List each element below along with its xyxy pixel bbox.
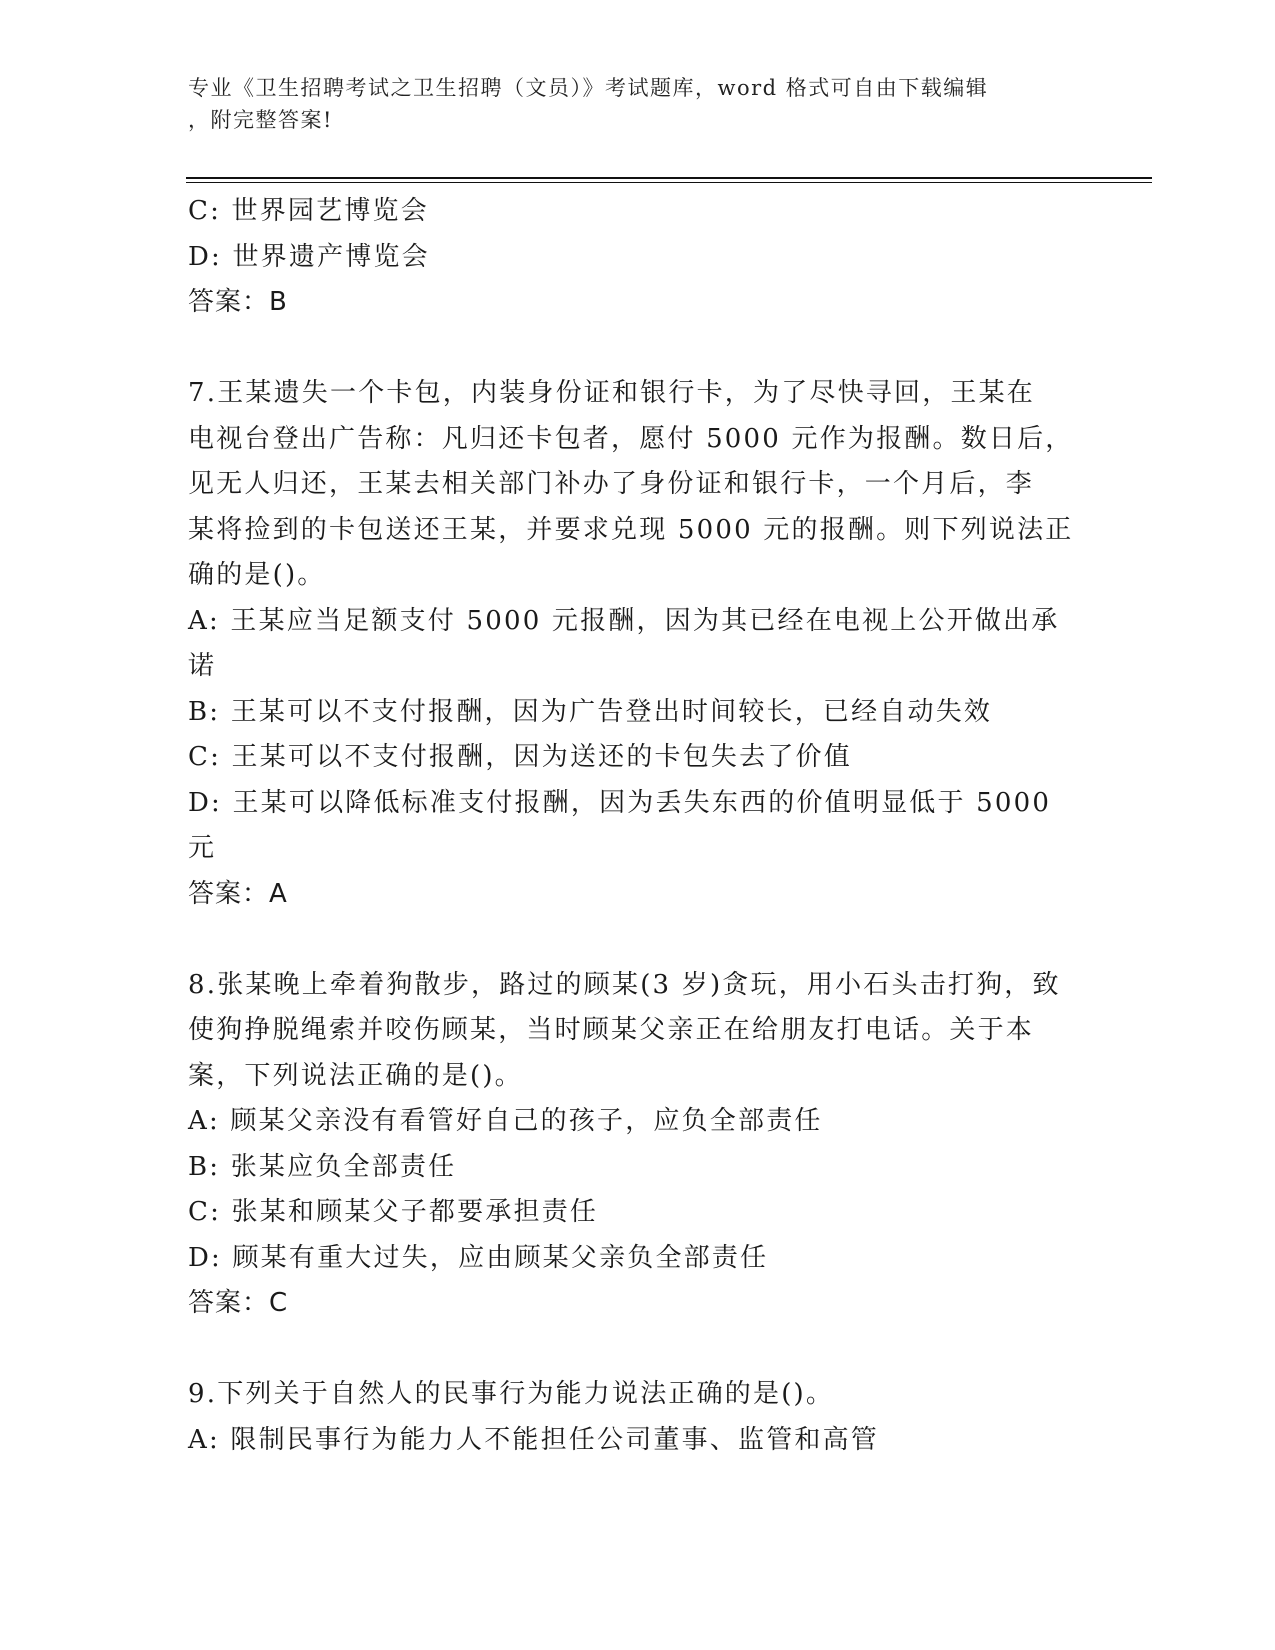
- spacer: [188, 326, 1088, 372]
- question-8: [188, 963, 1088, 1327]
- document-header: [188, 72, 1088, 136]
- question-7: [188, 371, 1088, 917]
- question-stem-line: 8.张某晚上牵着狗散步，路过的顾某(3 岁)贪玩，用小石头击打狗，致: [188, 969, 1061, 1000]
- question-stem-line: 电视台登出广告称：凡归还卡包者，愿付 5000 元作为报酬。数日后，: [188, 423, 1074, 454]
- spacer: [188, 1327, 1088, 1373]
- question-stem-line: 使狗挣脱绳索并咬伤顾某，当时顾某父亲正在给朋友打电话。关于本: [188, 1015, 1035, 1045]
- answer: 答案：A: [188, 878, 288, 909]
- option-a: A: 顾某父亲没有看管好自己的孩子，应负全部责任: [188, 1106, 823, 1136]
- option-b: B: 王某可以不支付报酬，因为广告登出时间较长，已经自动失效: [188, 696, 993, 727]
- option-a: A: 王某应当足额支付 5000 元报酬，因为其已经在电视上公开做出承: [188, 605, 1060, 636]
- option-a-cont: 诺: [188, 651, 217, 681]
- header-rule-thin: [186, 182, 1152, 183]
- question-9: [188, 1372, 1088, 1463]
- document-body: [188, 189, 1088, 1463]
- answer: 答案：B: [188, 287, 288, 317]
- prev-question: [188, 189, 1088, 326]
- answer: 答案：C: [188, 1288, 289, 1318]
- option-c: C: 张某和顾某父子都要承担责任: [188, 1197, 599, 1227]
- spacer: [188, 917, 1088, 963]
- header-line-1: 专业《卫生招聘考试之卫生招聘（文员）》考试题库，word 格式可自由下载编辑: [188, 76, 989, 100]
- header-rule-thick: [186, 177, 1152, 179]
- option-d: D: 顾某有重大过失，应由顾某父亲负全部责任: [188, 1242, 769, 1273]
- question-stem-line: 见无人归还，王某去相关部门补办了身份证和银行卡，一个月后，李: [188, 469, 1035, 499]
- option-b: B: 张某应负全部责任: [188, 1151, 457, 1182]
- question-stem-line: 确的是()。: [188, 560, 326, 590]
- option-d-cont: 元: [188, 833, 217, 863]
- header-line-2: ，附完整答案!: [188, 108, 333, 132]
- question-stem-line: 案，下列说法正确的是()。: [188, 1060, 523, 1091]
- option-c: C: 世界园艺博览会: [188, 196, 429, 226]
- option-a: A: 限制民事行为能力人不能担任公司董事、监管和高管: [188, 1424, 880, 1455]
- question-stem-line: 某将捡到的卡包送还王某，并要求兑现 5000 元的报酬。则下列说法正: [188, 514, 1074, 545]
- option-d: D: 世界遗产博览会: [188, 241, 430, 272]
- option-c: C: 王某可以不支付报酬，因为送还的卡包失去了价值: [188, 742, 852, 772]
- question-stem-line: 9.下列关于自然人的民事行为能力说法正确的是()。: [188, 1379, 835, 1409]
- question-stem-line: 7.王某遗失一个卡包，内装身份证和银行卡，为了尽快寻回，王某在: [188, 378, 1036, 408]
- option-d: D: 王某可以降低标准支付报酬，因为丢失东西的价值明显低于 5000: [188, 787, 1052, 818]
